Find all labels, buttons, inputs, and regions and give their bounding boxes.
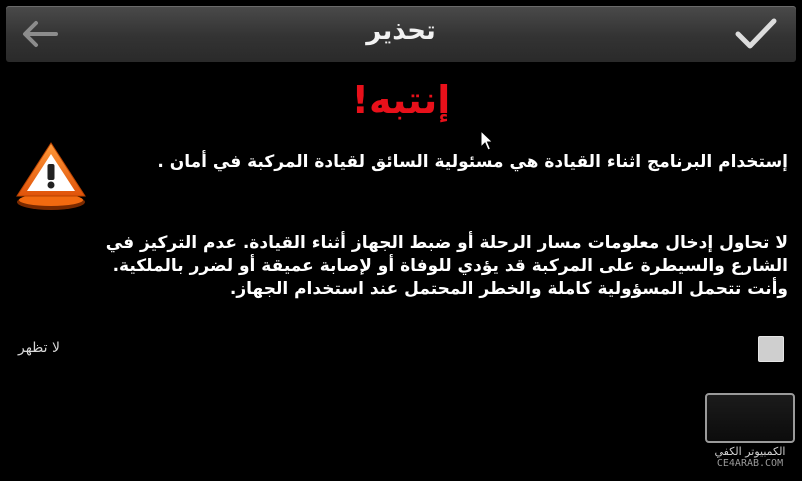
alert-heading: إنتبه! xyxy=(351,78,451,122)
warning-line: وأنت تتحمل المسؤولية كاملة والخطر المحتمل عند استخدام الجهاز. xyxy=(229,279,788,299)
checkmark-icon xyxy=(734,16,778,52)
watermark-arabic-text: الكمبيوتر الكفي xyxy=(714,445,786,458)
site-watermark xyxy=(702,393,798,479)
warning-triangle-icon xyxy=(14,140,88,212)
title-bar xyxy=(6,6,796,62)
confirm-button[interactable] xyxy=(728,12,784,56)
intro-text: إستخدام البرنامج اثناء القيادة هي مسئولية السائق لقيادة المركبة في أمان . xyxy=(157,152,788,172)
mouse-cursor-icon xyxy=(480,130,494,152)
warning-body xyxy=(12,232,788,301)
warning-line: الشارع والسيطرة على المركبة قد يؤدي للوفاة أو لإصابة عميقة أو لضرر بالملكية. xyxy=(112,256,788,276)
watermark-url-text: CE4ARAB.COM xyxy=(716,458,784,469)
dont-show-checkbox[interactable] xyxy=(758,336,784,362)
watermark-logo xyxy=(705,393,795,443)
page-title: تحذير xyxy=(366,16,436,46)
warning-line: لا تحاول إدخال معلومات مسار الرحلة أو ضبط الجهاز أثناء القيادة. عدم التركيز في xyxy=(105,233,788,253)
dont-show-label: لا تظهر xyxy=(18,340,60,356)
